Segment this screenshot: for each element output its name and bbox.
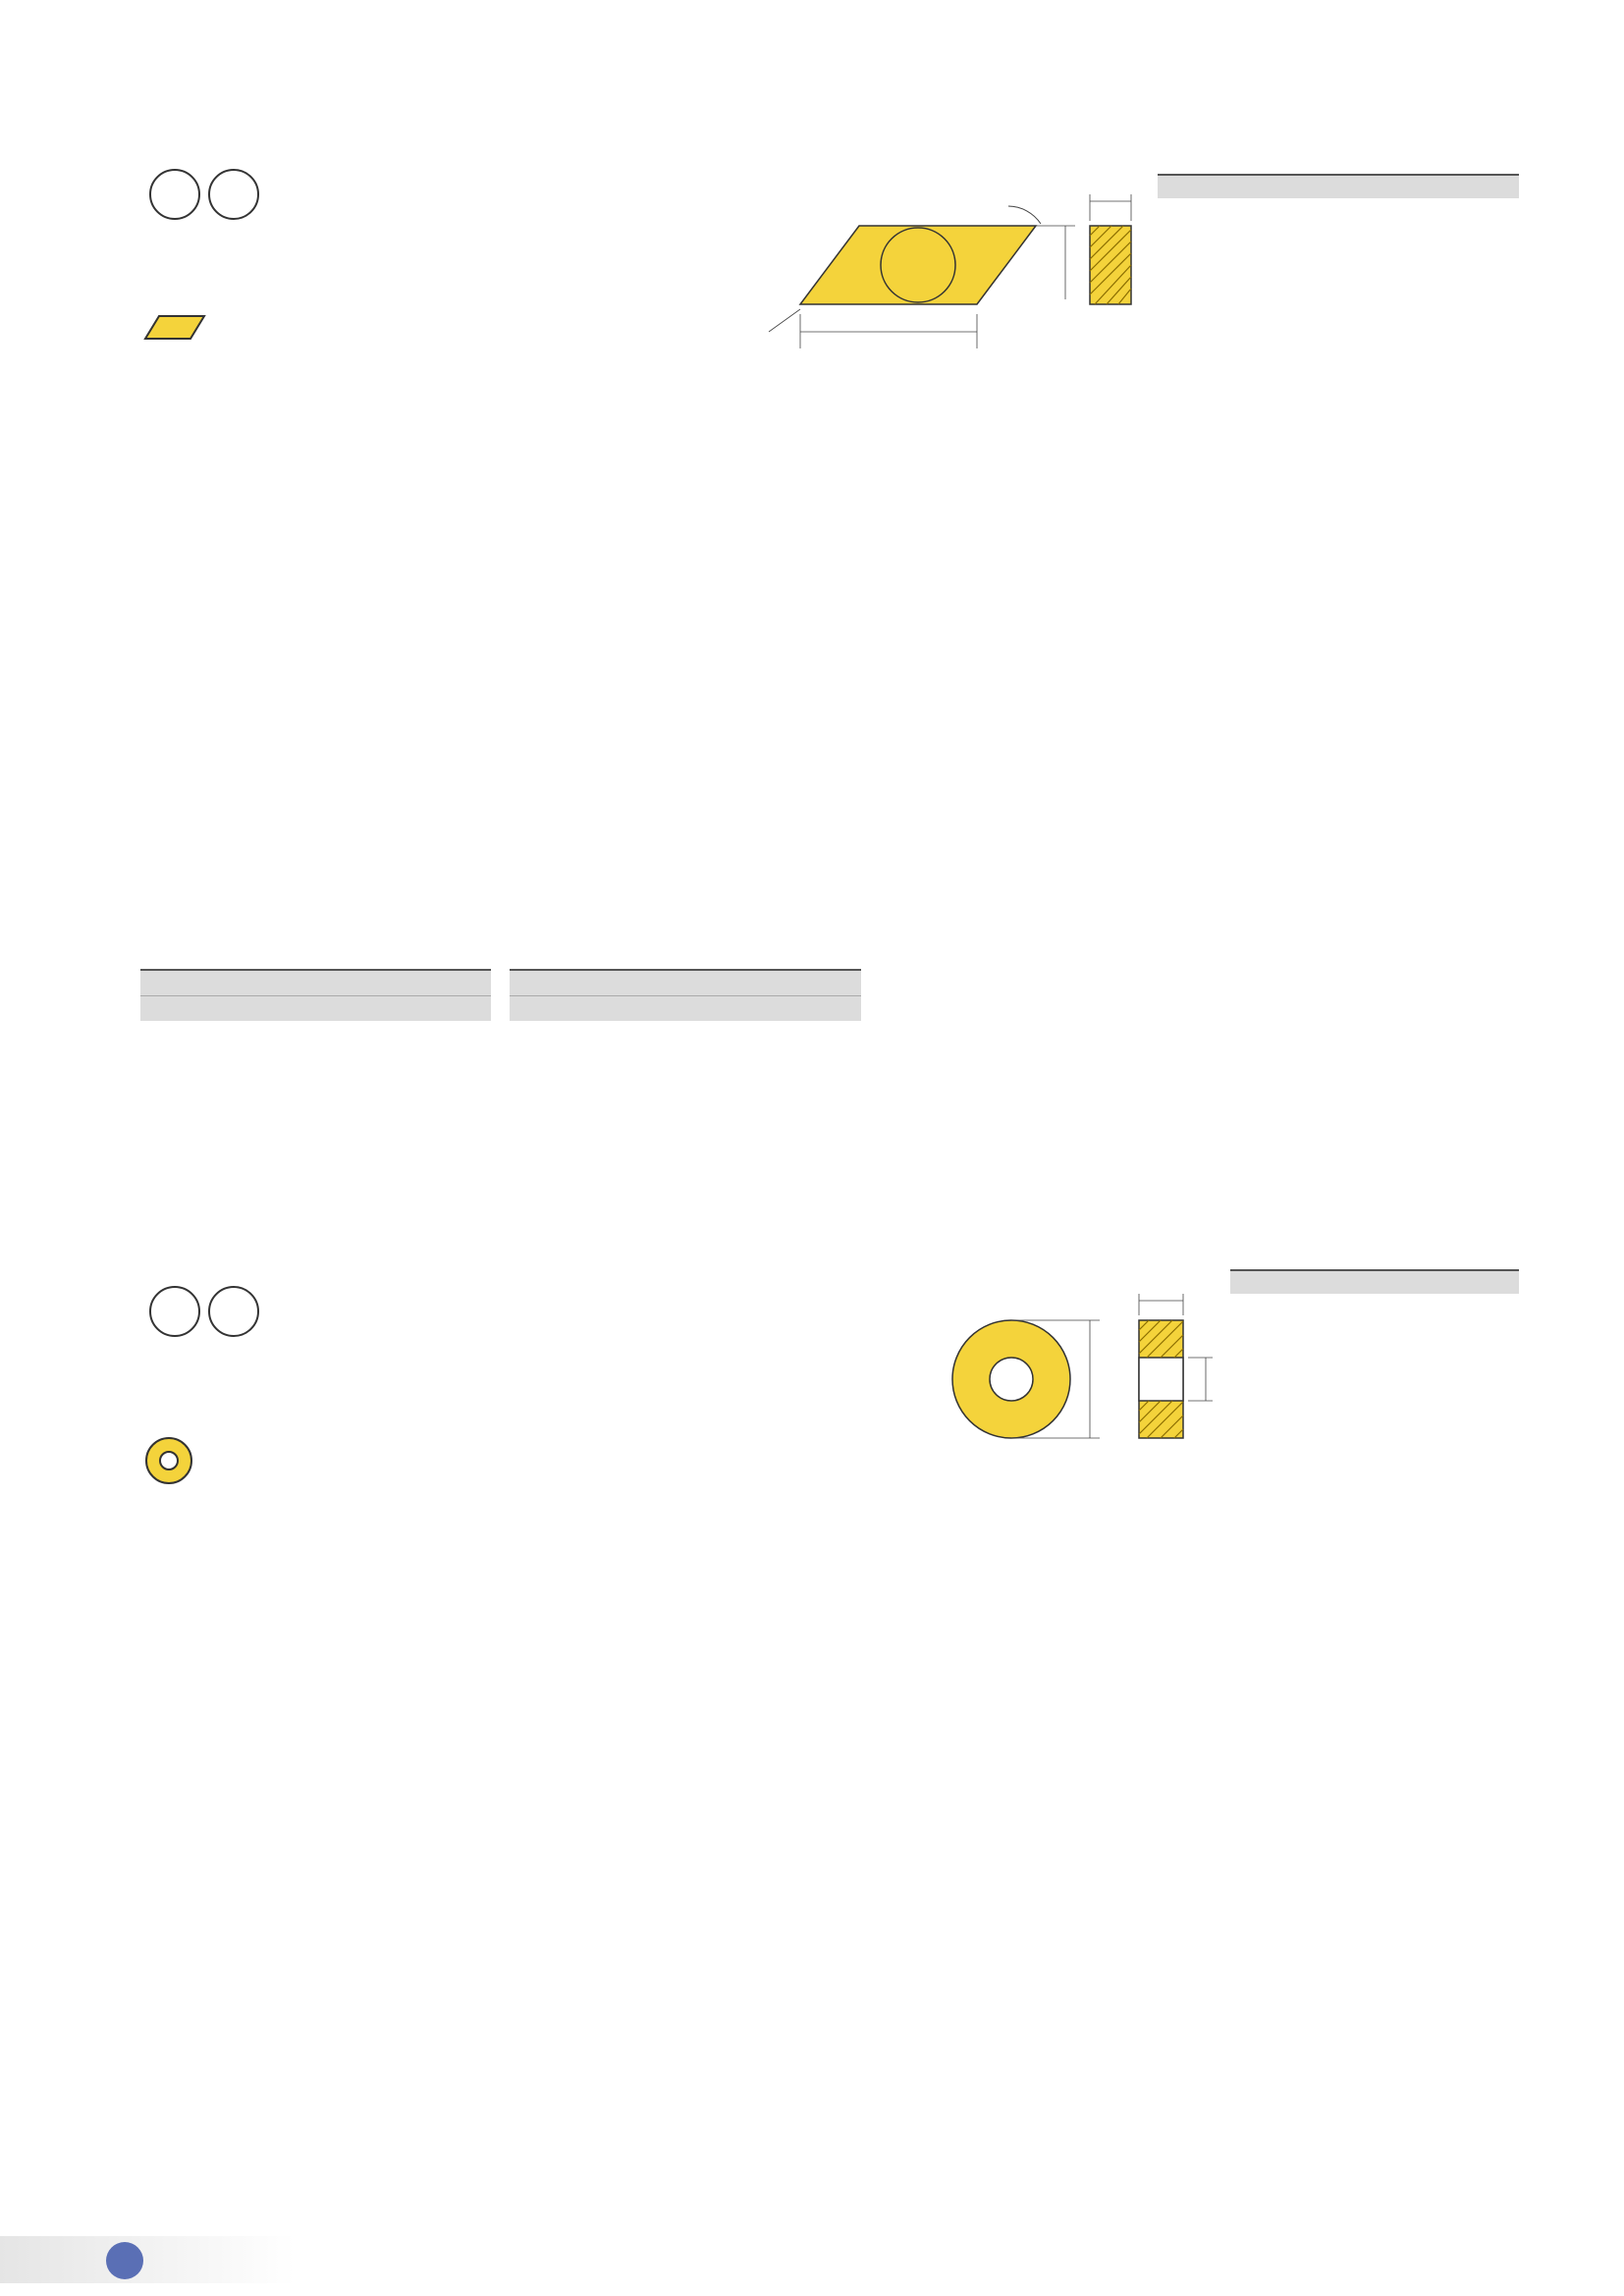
col-page (685, 995, 861, 1021)
rn-dims-title (1230, 1270, 1519, 1294)
kn-subtitle (143, 312, 222, 342)
footer-letter-badge (106, 2242, 143, 2279)
rn-insert-diagram (943, 1276, 1237, 1453)
bore-holder-table (510, 969, 861, 1021)
col-page (316, 995, 492, 1021)
parallelogram-insert-icon (143, 312, 206, 342)
footer-bar (0, 2236, 295, 2283)
col-clamp (510, 995, 685, 1021)
kn-title (143, 169, 259, 220)
kn-insert-diagram (761, 177, 1154, 348)
placeholder-circle-icon (208, 1286, 259, 1337)
round-insert-icon (143, 1435, 194, 1486)
kn-dims-title (1158, 175, 1519, 198)
ext-holder-table (140, 969, 491, 1021)
rn-dims-table (1230, 1269, 1519, 1317)
placeholder-circle-icon (208, 169, 259, 220)
placeholder-circle-icon (149, 169, 200, 220)
rn-subtitle (143, 1435, 216, 1486)
bore-holder-title (510, 970, 861, 995)
col-clamp (140, 995, 316, 1021)
ext-holder-title (140, 970, 491, 995)
kn-dims-table (1158, 174, 1519, 222)
rn-title (143, 1286, 259, 1337)
placeholder-circle-icon (149, 1286, 200, 1337)
